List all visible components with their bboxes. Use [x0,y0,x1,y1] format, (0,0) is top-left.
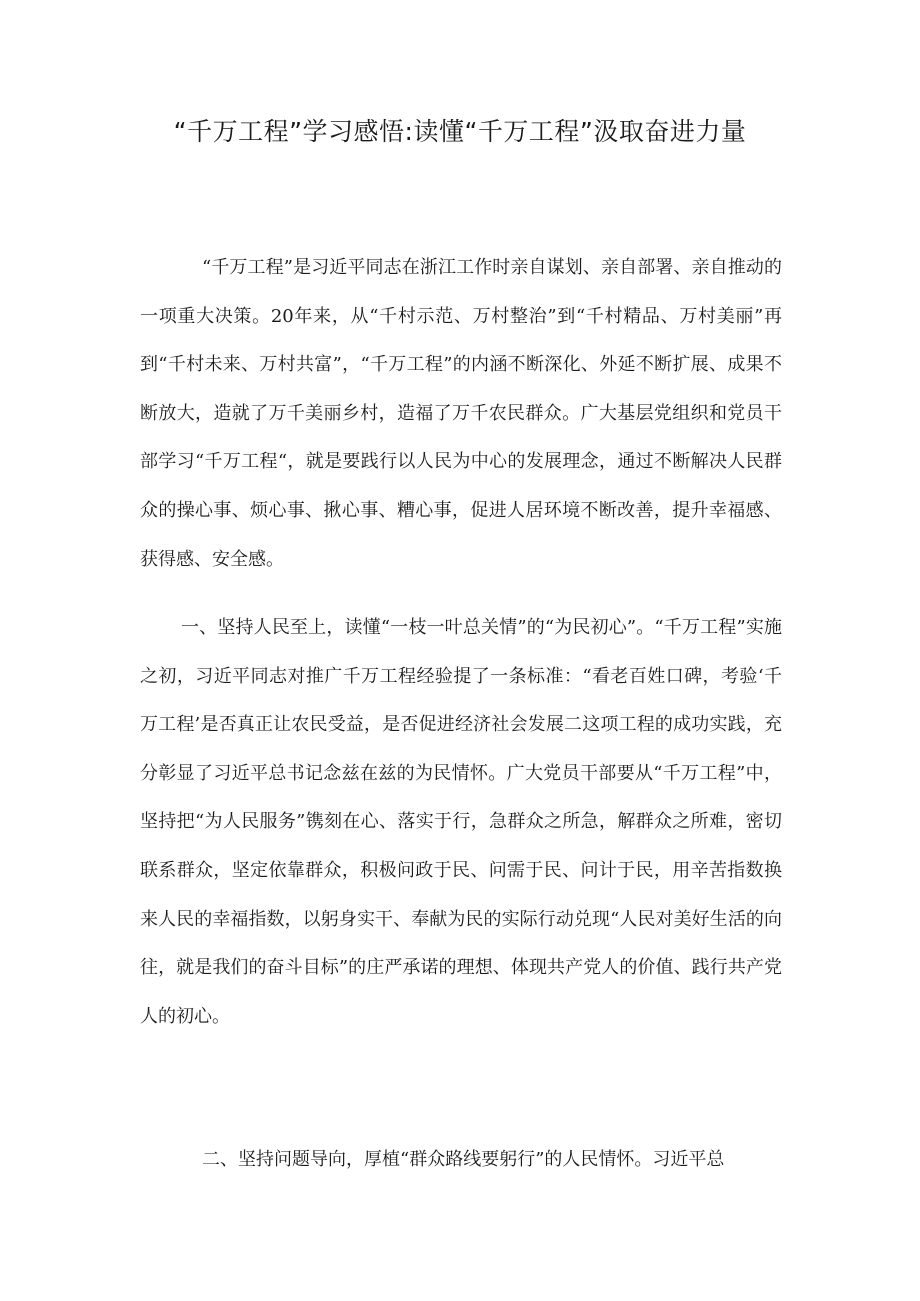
paragraph-section-two: 二、坚持问题导向，厚植“群众路线要躬行”的人民情怀。习近平总 [202,1149,725,1170]
paragraph-section-one: 一、坚持人民至上，读懂“一枝一叶总关情”的“为民初心”。“千万工程”实施之初，习近平同志对推广千万工程经验提了一条标准：“看老百姓口碑，考验‘千万工程’是否真正让农民受益，是否促进经济社会发展二这项工程的成功实践，充分彰显了习近平总书记念兹在兹的为民情怀。广大党员干部要从“千万工程”中，坚持把“为人民服务”镌刻在心、落实于行，急群众之所急，解群众之所难，密切联系群众，坚定依靠群众，积极问政于民、问需于民、问计于民，用辛苦指数换来人民的幸福指数，以躬身实干、奉献为民的实际行动兑现“人民对美好生活的向往，就是我们的奋斗目标”的庄严承诺的理想、体现共产党人的价值、践行共产党人的初心。 [140,617,782,1027]
paragraph-intro: “千万工程”是习近平同志在浙江工作时亲自谋划、亲自部署、亲自推动的一项重大决策。20年来，从“千村示范、万村整治”到“千村精品、万村美丽”再到“千村未来、万村共富”，“千万工程”的内涵不断深化、外延不断扩展、成果不断放大，造就了万千美丽乡村，造福了万千农民群众。广大基层党组织和党员干部学习“千万工程“，就是要践行以人民为中心的发展理念，通过不断解决人民群众的操心事、烦心事、揪心事、糟心事，促进人居环境不断改善，提升幸福感、获得感、安全感。 [140,257,782,570]
document-title: “千万工程”学习感悟:读懂“千万工程”汲取奋进力量 [173,117,747,146]
